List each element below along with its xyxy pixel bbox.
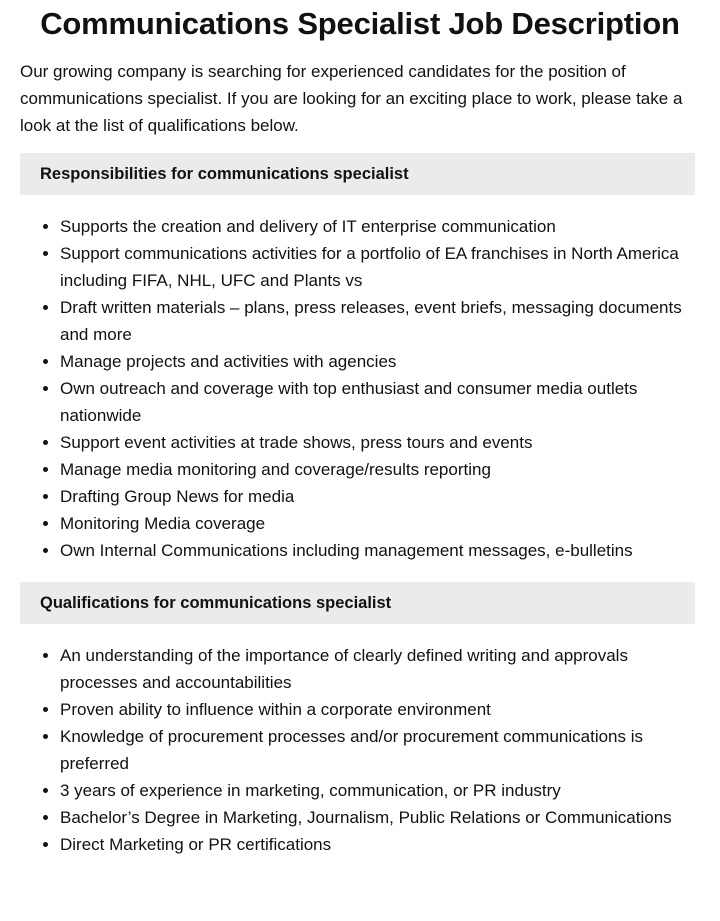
list-item: • Support event activities at trade shows, press tours and events	[60, 429, 700, 456]
list-item: • Own outreach and coverage with top enthusiast and consumer media outlets nationwide	[60, 375, 700, 429]
list-item: • Manage projects and activities with agencies	[60, 348, 700, 375]
list-item: • Manage media monitoring and coverage/results reporting	[60, 456, 700, 483]
list-item: • Supports the creation and delivery of IT enterprise communication	[60, 213, 700, 240]
responsibilities-heading: Responsibilities for communications specialist	[20, 153, 695, 195]
list-item: • Proven ability to influence within a corporate environment	[60, 696, 700, 723]
responsibilities-list	[20, 213, 700, 564]
qualifications-heading: Qualifications for communications specialist	[20, 582, 695, 624]
qualifications-list	[20, 642, 700, 858]
list-item: • Direct Marketing or PR certifications	[60, 831, 700, 858]
list-item: • An understanding of the importance of clearly defined writing and approvals processes and accountabilities	[60, 642, 700, 696]
list-item: • Own Internal Communications including management messages, e-bulletins	[60, 537, 700, 564]
list-item: • Support communications activities for a portfolio of EA franchises in North America including FIFA, NHL, UFC and Plants vs	[60, 240, 700, 294]
list-item: • Knowledge of procurement processes and/or procurement communications is preferred	[60, 723, 700, 777]
intro-text: Our growing company is searching for experienced candidates for the position of communications specialist. If you are looking for an exciting place to work, please take a look at the list of qualifications below.	[20, 62, 683, 135]
list-item: • Monitoring Media coverage	[60, 510, 700, 537]
list-item: • Bachelor’s Degree in Marketing, Journalism, Public Relations or Communications	[60, 804, 700, 831]
list-item: • Draft written materials – plans, press releases, event briefs, messaging documents and more	[60, 294, 700, 348]
page-title: Communications Specialist Job Description	[40, 6, 680, 41]
list-item: • 3 years of experience in marketing, communication, or PR industry	[60, 777, 700, 804]
list-item: • Drafting Group News for media	[60, 483, 700, 510]
